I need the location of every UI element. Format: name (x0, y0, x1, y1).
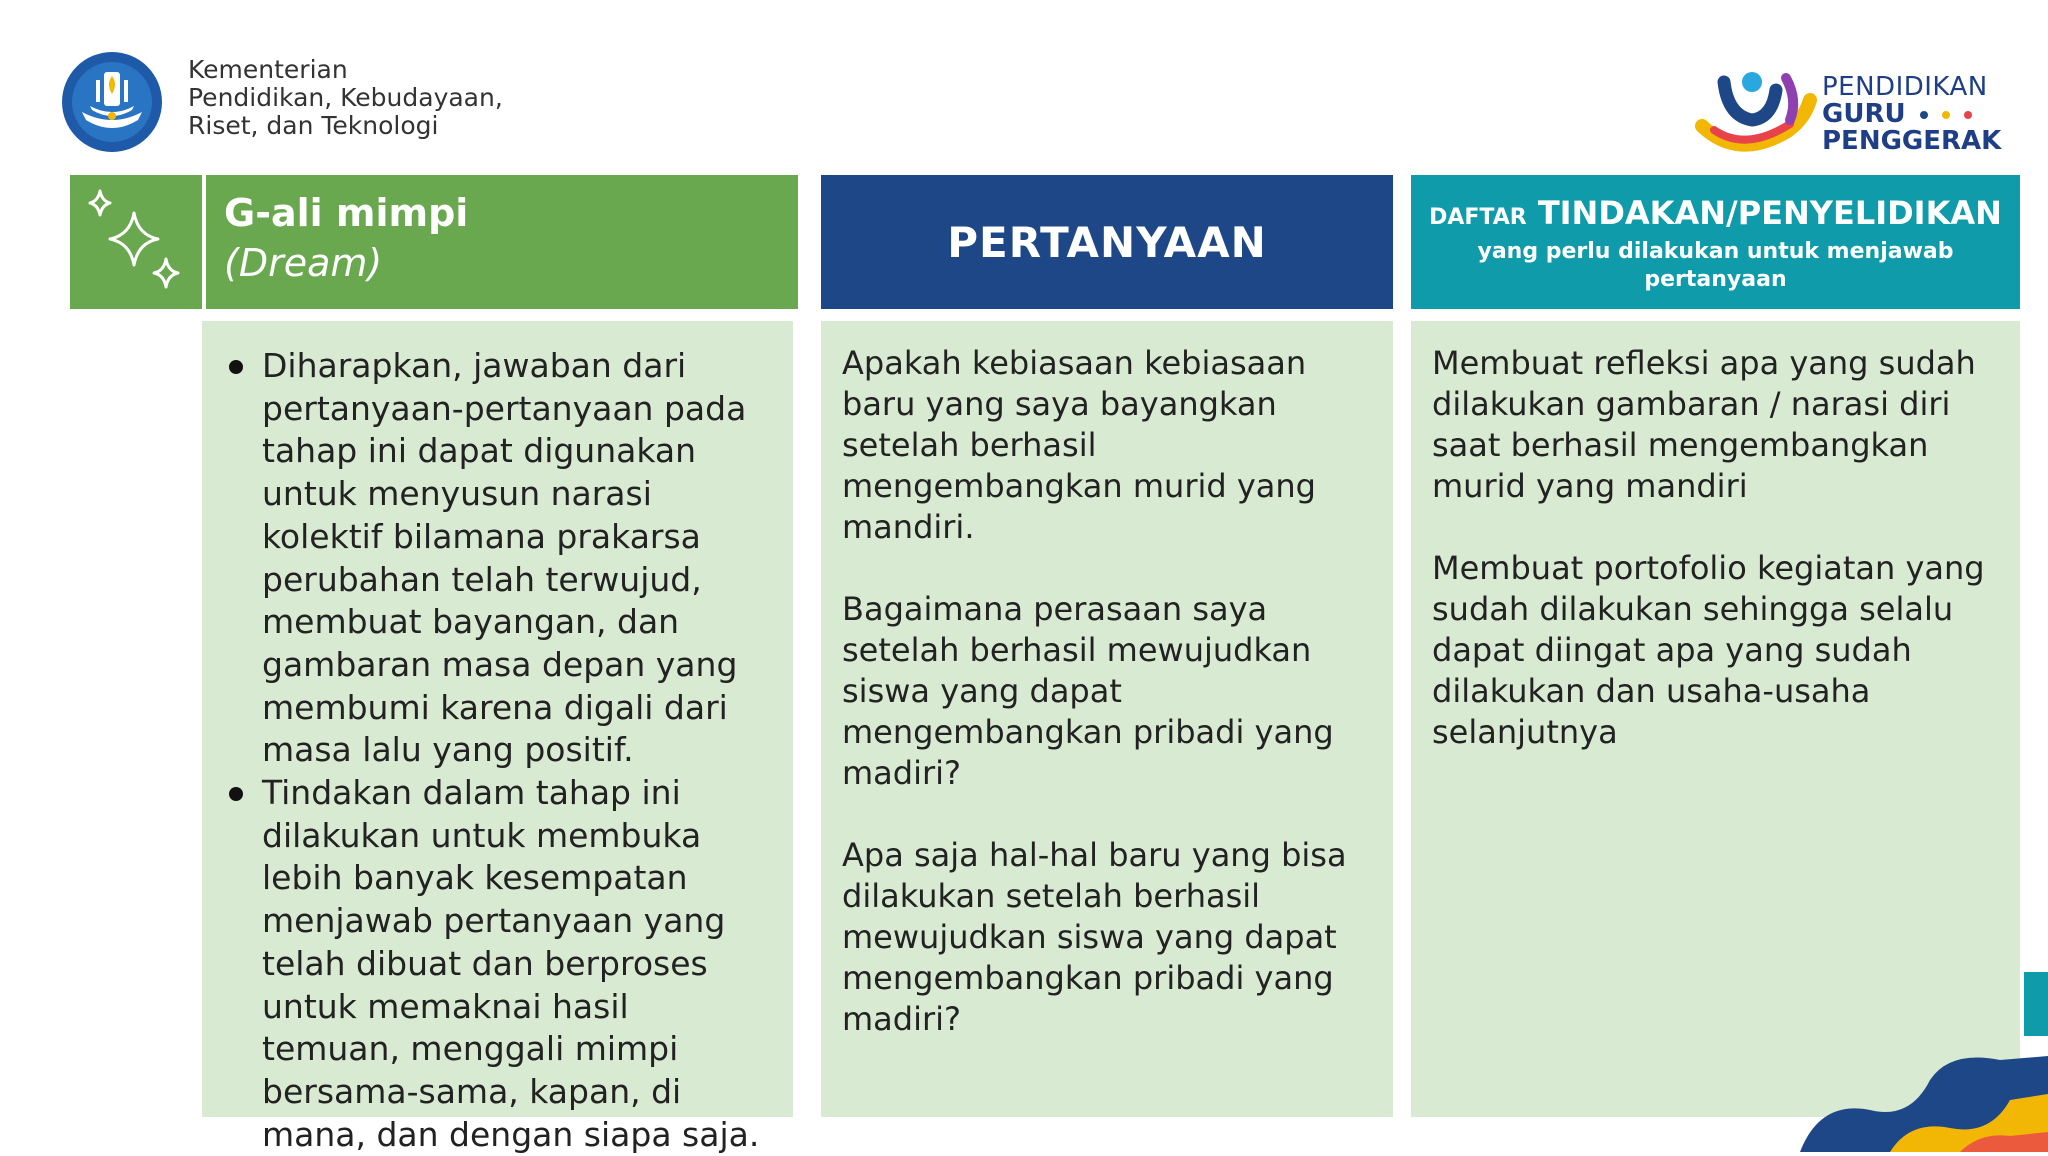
questions-title: PERTANYAAN (947, 217, 1267, 267)
actions-title: TINDAKAN/PENYELIDIKAN (1537, 194, 2002, 232)
questions-body (821, 321, 1393, 1117)
dot-icon (1920, 111, 1928, 119)
ministry-line: Riset, dan Teknologi (188, 111, 439, 140)
list-item: Diharapkan, jawaban dari pertanyaan-pertanyaan pada tahap ini dapat digunakan untuk menyusun narasi kolektif bilamana prakarsa perubahan telah terwujud, membuat bayangan, dan gambaran masa depan yang membumi karena digali dari masa lalu yang positif. (262, 345, 773, 772)
program-line: PENGGERAK (1822, 126, 2002, 156)
question-item: Bagaimana perasaan saya setelah berhasil mewujudkan siswa yang dapat mengembangkan pribadi yang madiri? (842, 590, 1334, 792)
ministry-line: Pendidikan, Kebudayaan, (188, 83, 503, 112)
dot-icon (1964, 111, 1972, 119)
sparkle-icon (70, 175, 202, 309)
guru-penggerak-logo (1694, 60, 1824, 160)
dream-subtitle: (Dream) (224, 241, 383, 285)
list-item: Tindakan dalam tahap ini dilakukan untuk membuka lebih banyak kesempatan menjawab pertanyaan yang telah dibuat dan berproses untuk memaknai hasil temuan, menggali mimpi bersama-sama, kapan, di mana, dan dengan siapa saja. (262, 772, 773, 1156)
action-item: Membuat refleksi apa yang sudah dilakukan gambaran / narasi diri saat berhasil mengembangkan murid yang mandiri (1432, 344, 1976, 505)
ministry-name (188, 56, 503, 140)
question-item: Apakah kebiasaan kebiasaan baru yang saya bayangkan setelah berhasil mengembangkan murid yang mandiri. (842, 344, 1316, 546)
program-line: GURU (1822, 99, 1906, 129)
dream-header (206, 175, 798, 309)
action-item: Membuat portofolio kegiatan yang sudah dilakukan sehingga selalu dapat diingat apa yang sudah dilakukan dan usaha-usaha selanjutnya (1432, 549, 1985, 751)
actions-title-prefix: DAFTAR (1429, 205, 1527, 230)
actions-header (1411, 175, 2020, 309)
corner-decoration (1780, 960, 2048, 1152)
kemdikbud-logo (60, 50, 164, 154)
ministry-line: Kementerian (188, 55, 348, 84)
program-line: PENDIDIKAN (1822, 72, 1988, 102)
actions-subtitle: yang perlu dilakukan untuk menjawab pertanyaan (1477, 239, 1954, 292)
dream-title: G-ali mimpi (224, 191, 469, 235)
question-item: Apa saja hal-hal baru yang bisa dilakukan setelah berhasil mewujudkan siswa yang dapat mengembangkan pribadi yang madiri? (842, 836, 1347, 1038)
dream-bullet-list (222, 345, 773, 1156)
questions-header (821, 175, 1393, 309)
program-name (1822, 74, 2001, 155)
dot-icon (1942, 111, 1950, 119)
dream-body (202, 321, 793, 1154)
sparkle-icon-box (70, 175, 202, 309)
